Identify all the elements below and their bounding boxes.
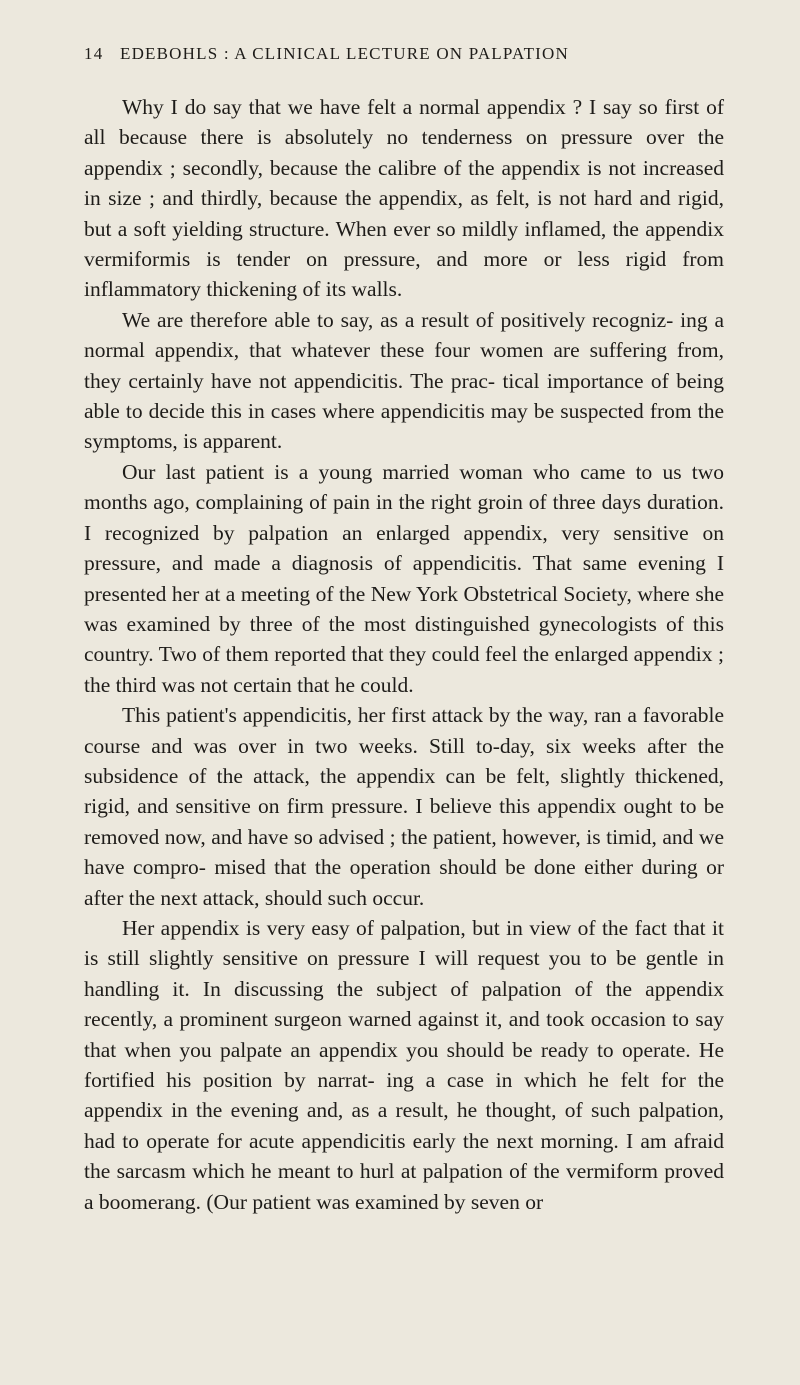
paragraph-2: We are therefore able to say, as a result of positively recogniz- ing a normal appendix, that whatever these four women are suffering from, they certainly have not appendicitis. The prac- tical importance of being able to decide this in cases where appendicitis may be suspected from the symptoms, is apparent. — [84, 307, 724, 454]
paragraph-3: Our last patient is a young married woman who came to us two months ago, complaining of pain in the right groin of three days duration. I recognized by palpation an enlarged appendix, very sensitive on pressure, and made a diagnosis of appendicitis. That same evening I presented her at a meeting of the New York Obstetrical Society, where she was examined by three of the most distinguished gynecologists of this country. Two of them reported that they could feel the enlarged appendix ; the third was not certain that he could. — [84, 459, 724, 697]
running-head — [84, 44, 724, 70]
paragraph-5: Her appendix is very easy of palpation, but in view of the fact that it is still slightly sensitive on pressure I will request you to be gentle in handling it. In discussing the subject of palpation of the appendix recently, a prominent surgeon warned against it, and took occasion to say that when you palpate an appendix you should be ready to operate. He fortified his position by narrat- ing a case in which he felt for the appendix in the evening and, as a result, he thought, of such palpation, had to operate for acute appendicitis early the next morning. I am afraid the sarcasm which he meant to hurl at palpation of the vermiform proved a boomerang. (Our patient was examined by seven or — [84, 915, 724, 1214]
paragraph-1: Why I do say that we have felt a normal appendix ? I say so first of all because there is absolutely no tenderness on pressure over the appendix ; secondly, because the calibre of the appendix is not increased in size ; and thirdly, because the appendix, as felt, is not hard and rigid, but a soft yielding structure. When ever so mildly inflamed, the appendix vermiformis is tender on pressure, and more or less rigid from inflammatory thickening of its walls. — [84, 95, 724, 302]
body-text — [84, 92, 724, 1217]
running-title: EDEBOHLS : A CLINICAL LECTURE ON PALPATION — [120, 44, 569, 63]
paragraph-4: This patient's appendicitis, her first attack by the way, ran a favorable course and was over in two weeks. Still to-day, six weeks after the subsidence of the attack, the appendix can be felt, slightly thickened, rigid, and sensitive on firm pressure. I believe this appendix ought to be removed now, and have so advised ; the patient, however, is timid, and we have compro- mised that the operation should be done either during or after the next attack, should such occur. — [84, 703, 724, 910]
page-number: 14 — [84, 44, 104, 63]
